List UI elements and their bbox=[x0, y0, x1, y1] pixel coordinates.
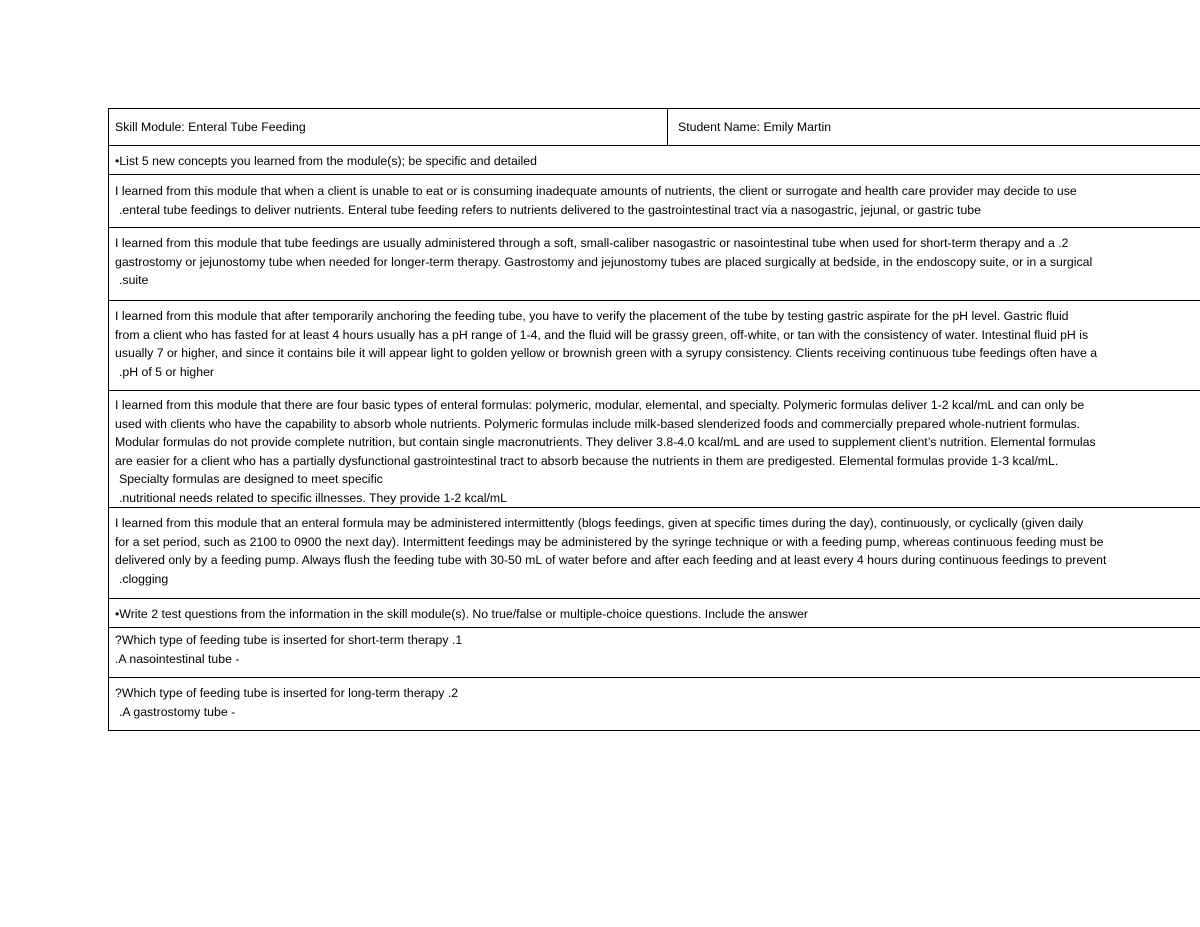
header-row bbox=[109, 109, 1200, 146]
concept-3-line-4: .pH of 5 or higher bbox=[119, 364, 215, 379]
skill-module-table bbox=[108, 108, 1200, 731]
concept-3-line-3: usually 7 or higher, and since it contains bile it will appear light to golden yellow or brownish green with a syrupy consistency. Clients receiving continuous tube feedings often have a bbox=[115, 346, 1098, 360]
concept-4-line-2: used with clients who have the capability to absorb whole nutrients. Polymeric formulas include milk-based slenderized foods and commercially prepared whole-nutrient formulas. bbox=[115, 416, 1081, 431]
concept-4-line-6: .nutritional needs related to specific illnesses. They provide 1-2 kcal/mL bbox=[119, 490, 508, 505]
concept-5-line-1: I learned from this module that an enteral formula may be administered intermittently (blogs feedings, given at specific times during the day), continuously, or cyclically (given daily bbox=[115, 516, 1084, 530]
question-2-text: ?Which type of feeding tube is inserted for long-term therapy .2 bbox=[115, 686, 459, 700]
concepts-prompt: •List 5 new concepts you learned from the module(s); be specific and detailed bbox=[109, 146, 1200, 175]
concept-entry-4 bbox=[109, 391, 1200, 508]
concept-4-line-1: I learned from this module that there are four basic types of enteral formulas: polymeric, modular, elemental, and specialty. Polymeric formulas deliver 1-2 kcal/mL and can only be bbox=[115, 398, 1085, 412]
concept-5-line-3: delivered only by a feeding pump. Always flush the feeding tube with 30-50 mL of water before and after each feeding and at least every 4 hours during continuous feedings to prevent bbox=[115, 553, 1107, 567]
concept-2-line-1: I learned from this module that tube feedings are usually administered through a soft, small-caliber nasogastric or nasointestinal tube when used for short-term therapy and a .2 bbox=[115, 236, 1069, 250]
concept-5-line-4: .clogging bbox=[119, 571, 169, 586]
concept-2-line-3: .suite bbox=[119, 273, 149, 287]
concept-4-line-5: Specialty formulas are designed to meet specific bbox=[119, 472, 383, 486]
concept-entry-3 bbox=[109, 301, 1200, 391]
question-1-answer: .A nasointestinal tube - bbox=[115, 651, 240, 666]
concept-4-line-3: Modular formulas do not provide complete nutrition, but contain single macronutrients. They deliver 3.8-4.0 kcal/mL and are used to supplement client’s nutrition. Elemental formulas bbox=[115, 435, 1096, 449]
concept-3-line-1: I learned from this module that after temporarily anchoring the feeding tube, you have to verify the placement of the tube by testing gastric aspirate for the pH level. Gastric fluid bbox=[115, 309, 1069, 323]
concept-2-line-2: gastrostomy or jejunostomy tube when needed for longer-term therapy. Gastrostomy and jejunostomy tubes are placed surgically at bedside, in the endoscopy suite, or in a surgical bbox=[115, 254, 1093, 269]
skill-module-title: Skill Module: Enteral Tube Feeding bbox=[109, 109, 668, 145]
concept-3-line-2: from a client who has fasted for at least 4 hours usually has a pH range of 1-4, and the fluid will be grassy green, off-white, or tan with the consistency of water. Intestinal fluid pH is bbox=[115, 327, 1089, 342]
test-question-2 bbox=[109, 678, 1200, 730]
concept-5-line-2: for a set period, such as 2100 to 0900 the next day). Intermittent feedings may be administered by the syringe technique or with a feeding pump, whereas continuous feeding must be bbox=[115, 534, 1104, 549]
concept-1-line-1: I learned from this module that when a client is unable to eat or is consuming inadequate amounts of nutrients, the client or surrogate and health care provider may decide to use bbox=[115, 184, 1077, 198]
concept-entry-5 bbox=[109, 508, 1200, 599]
concept-entry-2 bbox=[109, 228, 1200, 301]
concept-1-line-2: .enteral tube feedings to deliver nutrients. Enteral tube feeding refers to nutrients delivered to the gastrointestinal tract via a nasogastric, jejunal, or gastric tube bbox=[119, 202, 981, 217]
questions-prompt: •Write 2 test questions from the information in the skill module(s). No true/false or multiple-choice questions. Include the answer bbox=[109, 599, 1200, 628]
question-1-text: ?Which type of feeding tube is inserted for short-term therapy .1 bbox=[115, 633, 463, 647]
concept-entry-1 bbox=[109, 175, 1200, 228]
student-name: Student Name: Emily Martin bbox=[678, 120, 832, 134]
test-question-1 bbox=[109, 628, 1200, 678]
concept-4-line-4: are easier for a client who has a partially dysfunctional gastrointestinal tract to absorb because the nutrients in them are predigested. Elemental formulas provide 1-3 kcal/mL. bbox=[115, 453, 1059, 468]
question-2-answer: .A gastrostomy tube - bbox=[119, 704, 236, 719]
